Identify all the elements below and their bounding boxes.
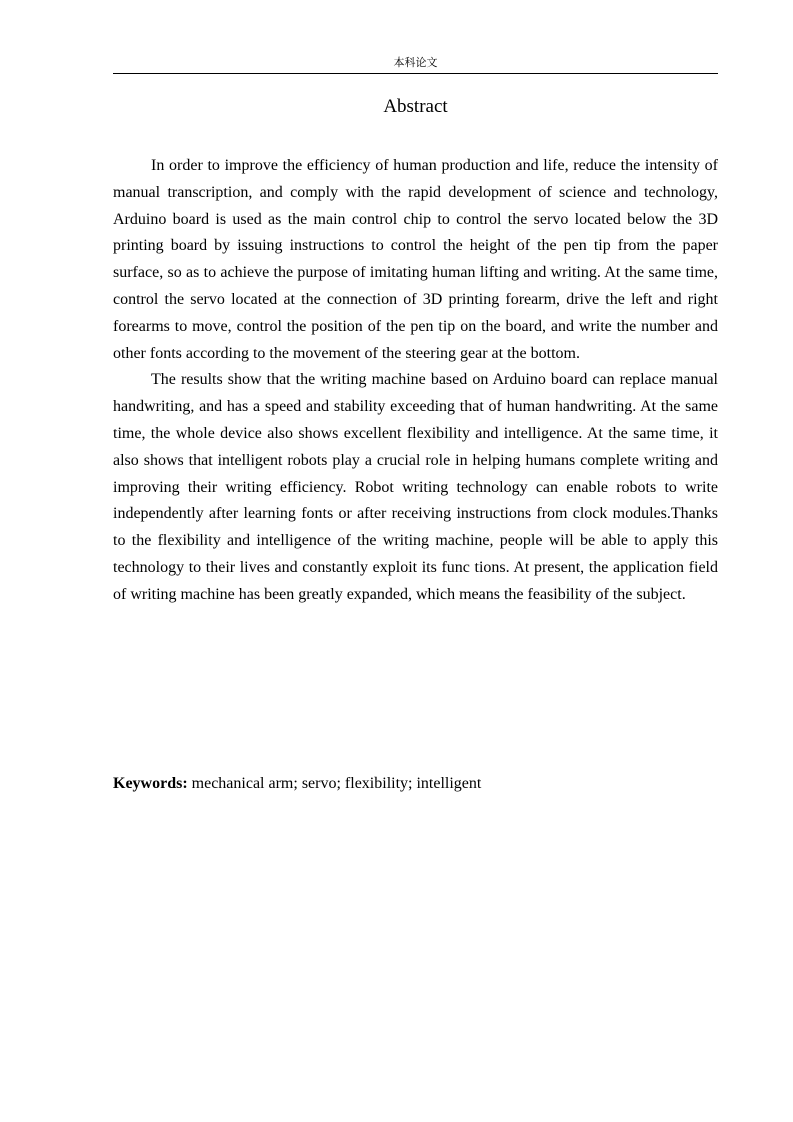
abstract-title: Abstract xyxy=(383,96,448,117)
keywords-line xyxy=(113,771,718,797)
keywords-label: Keywords: xyxy=(113,775,188,792)
abstract-paragraph-2: The results show that the writing machine based on Arduino board can replace manual handwriting, and has a speed and stability exceeding that of human handwriting. At the same time, the whole device also shows excellent flexibility and intelligence. At the same time, it also shows that intelligent robots play a crucial role in helping humans complete writing and improving their writing efficiency. Robot writing technology can enable robots to write independently after learning fonts or after receiving instructions from clock modules.Thanks to the flexibility and intelligence of the writing machine, people will be able to apply this technology to their lives and constantly exploit its func tions. At present, the application field of writing machine has been greatly expanded, which means the feasibility of the subject. xyxy=(113,371,718,603)
header-rule xyxy=(113,73,718,74)
keywords-text: mechanical arm; servo; flexibility; intelligent xyxy=(191,775,482,792)
abstract-body xyxy=(113,153,718,609)
running-header: 本科论文 xyxy=(393,56,438,69)
abstract-paragraph-1: In order to improve the efficiency of human production and life, reduce the intensity of manual transcription, and comply with the rapid development of science and technology, Arduino board is used as the main control chip to control the servo located below the 3D printing board by issuing instructions to control the height of the pen tip from the paper surface, so as to achieve the purpose of imitating human lifting and writing. At the same time, control the servo located at the connection of 3D printing forearm, drive the left and right forearms to move, control the position of the pen tip on the board, and write the number and other fonts according to the movement of the steering gear at the bottom. xyxy=(113,157,718,362)
